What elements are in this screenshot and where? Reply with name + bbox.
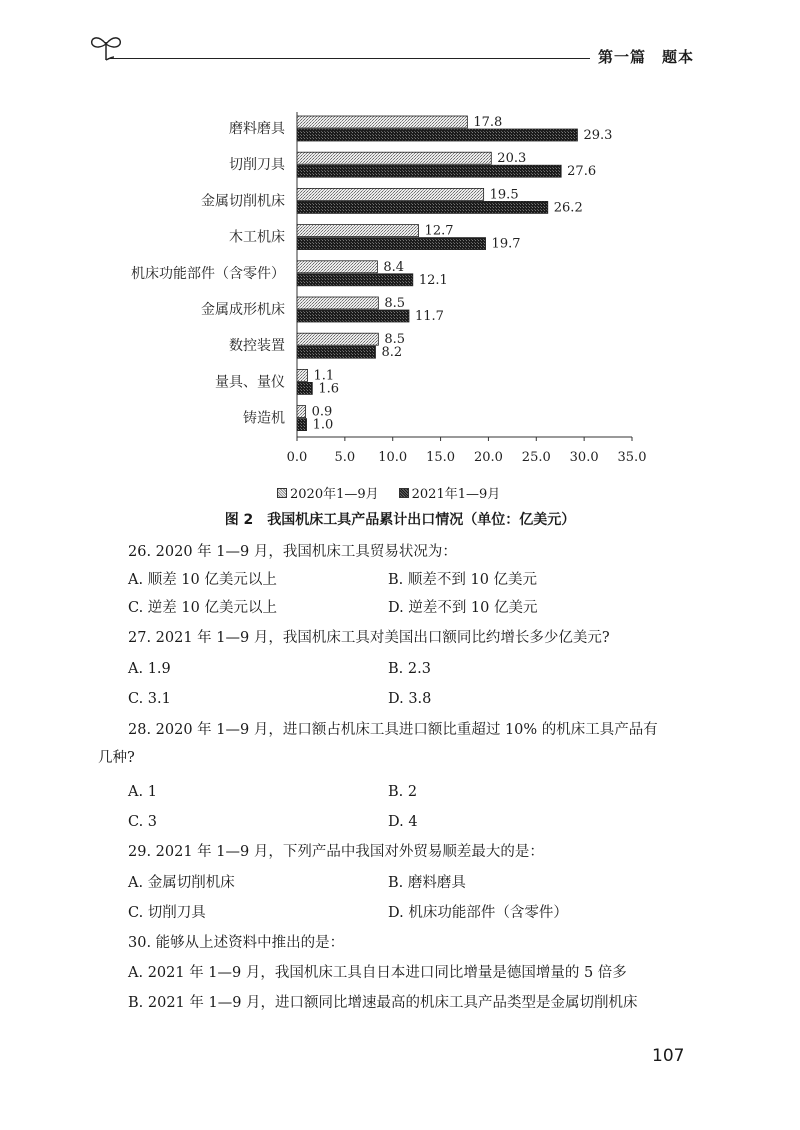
question-30-option-a: A. 2021 年 1—9 月，我国机床工具自日本进口同比增量是德国增量的 5 倍多 bbox=[128, 965, 627, 981]
legend-swatch-2021 bbox=[399, 488, 409, 498]
question-26-option-b: B. 顺差不到 10 亿美元 bbox=[388, 572, 538, 588]
category-label: 铸造机 bbox=[243, 410, 285, 427]
bar-2020 bbox=[297, 152, 491, 164]
bar-2021 bbox=[297, 129, 577, 141]
bar-2020 bbox=[297, 297, 378, 309]
data-label-2020: 1.1 bbox=[313, 368, 335, 384]
data-label-2020: 19.5 bbox=[489, 187, 519, 203]
legend-item-2021 bbox=[399, 483, 501, 502]
bar-2021 bbox=[297, 382, 312, 394]
question-28-option-b: B. 2 bbox=[388, 784, 418, 800]
data-label-2021: 1.0 bbox=[312, 417, 334, 433]
category-label: 金属成形机床 bbox=[201, 302, 285, 318]
legend-swatch-2020 bbox=[277, 488, 287, 498]
bar-2021 bbox=[297, 310, 409, 322]
header-title: 第一篇 题本 bbox=[598, 48, 695, 66]
question-29-stem: 29. 2021 年 1—9 月，下列产品中我国对外贸易顺差最大的是： bbox=[128, 844, 544, 860]
category-label: 磨料磨具 bbox=[229, 121, 285, 137]
bar-2020 bbox=[297, 225, 419, 237]
bar-2021 bbox=[297, 419, 307, 431]
bar-2021 bbox=[297, 165, 561, 177]
category-label: 金属切削机床 bbox=[201, 193, 285, 210]
question-28-stem: 28. 2020 年 1—9 月，进口额占机床工具进口额比重超过 10% 的机床工具产品有 bbox=[128, 722, 658, 738]
legend-label-2020: 2020年1—9月 bbox=[290, 487, 379, 502]
question-26-stem: 26. 2020 年 1—9 月，我国机床工具贸易状况为： bbox=[128, 544, 457, 560]
category-label: 机床功能部件（含零件） bbox=[131, 265, 285, 282]
data-label-2021: 19.7 bbox=[491, 236, 521, 252]
x-tick-label: 25.0 bbox=[521, 450, 551, 465]
question-30-stem: 30. 能够从上述资料中推出的是： bbox=[128, 935, 345, 951]
export-bar-chart bbox=[0, 95, 800, 480]
legend-item-2020 bbox=[277, 483, 379, 502]
bar-2020 bbox=[297, 116, 467, 128]
data-label-2020: 8.4 bbox=[383, 259, 405, 275]
question-26-option-c: C. 逆差 10 亿美元以上 bbox=[128, 600, 277, 616]
data-label-2021: 27.6 bbox=[567, 164, 597, 180]
question-29-option-b: B. 磨料磨具 bbox=[388, 875, 466, 891]
question-28-option-d: D. 4 bbox=[388, 814, 418, 830]
data-label-2021: 26.2 bbox=[553, 200, 583, 216]
data-label-2021: 11.7 bbox=[414, 309, 444, 324]
bar-2021 bbox=[297, 346, 375, 358]
question-29-option-d: D. 机床功能部件（含零件） bbox=[388, 905, 568, 921]
bar-2021 bbox=[297, 201, 548, 213]
question-30-option-b: B. 2021 年 1—9 月，进口额同比增速最高的机床工具产品类型是金属切削机床 bbox=[128, 995, 638, 1011]
question-26-option-a: A. 顺差 10 亿美元以上 bbox=[128, 572, 277, 588]
page-number: 107 bbox=[652, 1046, 685, 1066]
data-label-2020: 17.8 bbox=[473, 115, 503, 130]
data-label-2020: 0.9 bbox=[311, 404, 333, 420]
question-27-option-b: B. 2.3 bbox=[388, 661, 431, 677]
category-label: 量具、量仪 bbox=[215, 374, 285, 391]
legend-label-2021: 2021年1—9月 bbox=[411, 487, 501, 502]
bar-2020 bbox=[297, 261, 377, 273]
bar-2020 bbox=[297, 406, 306, 418]
question-26-option-d: D. 逆差不到 10 亿美元 bbox=[388, 600, 538, 616]
data-label-2021: 1.6 bbox=[318, 381, 340, 397]
bar-2020 bbox=[297, 333, 378, 345]
question-27-option-d: D. 3.8 bbox=[388, 691, 432, 707]
question-28-option-c: C. 3 bbox=[128, 814, 158, 830]
data-label-2020: 12.7 bbox=[424, 223, 454, 239]
question-28-option-a: A. 1 bbox=[128, 784, 157, 800]
figure-caption: 图 2 我国机床工具产品累计出口情况（单位：亿美元） bbox=[224, 512, 576, 528]
question-28-stem-continued: 几种? bbox=[98, 750, 135, 766]
question-29-option-a: A. 金属切削机床 bbox=[128, 875, 235, 891]
x-tick-label: 35.0 bbox=[617, 450, 647, 465]
data-label-2020: 8.5 bbox=[384, 296, 406, 311]
data-label-2021: 29.3 bbox=[583, 128, 613, 143]
category-label: 切削刀具 bbox=[229, 157, 285, 174]
data-label-2020: 20.3 bbox=[497, 151, 527, 167]
question-27-stem: 27. 2021 年 1—9 月，我国机床工具对美国出口额同比约增长多少亿美元? bbox=[128, 630, 610, 646]
data-label-2020: 8.5 bbox=[384, 332, 406, 348]
bar-2020 bbox=[297, 369, 308, 381]
bar-2020 bbox=[297, 188, 484, 200]
bar-2021 bbox=[297, 274, 413, 286]
header-rule bbox=[108, 58, 590, 59]
category-label: 数控装置 bbox=[229, 338, 285, 355]
question-27-option-c: C. 3.1 bbox=[128, 691, 171, 707]
data-label-2021: 12.1 bbox=[418, 272, 448, 288]
x-tick-label: 15.0 bbox=[426, 450, 456, 465]
x-tick-label: 20.0 bbox=[473, 450, 503, 465]
question-29-option-c: C. 切削刀具 bbox=[128, 905, 206, 921]
chart-legend bbox=[277, 483, 500, 502]
x-tick-label: 0.0 bbox=[286, 450, 308, 465]
x-tick-label: 10.0 bbox=[378, 450, 408, 465]
bar-2021 bbox=[297, 238, 486, 250]
category-label: 木工机床 bbox=[229, 229, 285, 246]
data-label-2021: 8.2 bbox=[381, 345, 403, 361]
question-27-option-a: A. 1.9 bbox=[128, 661, 171, 677]
x-tick-label: 30.0 bbox=[569, 450, 599, 465]
x-tick-label: 5.0 bbox=[334, 450, 356, 465]
